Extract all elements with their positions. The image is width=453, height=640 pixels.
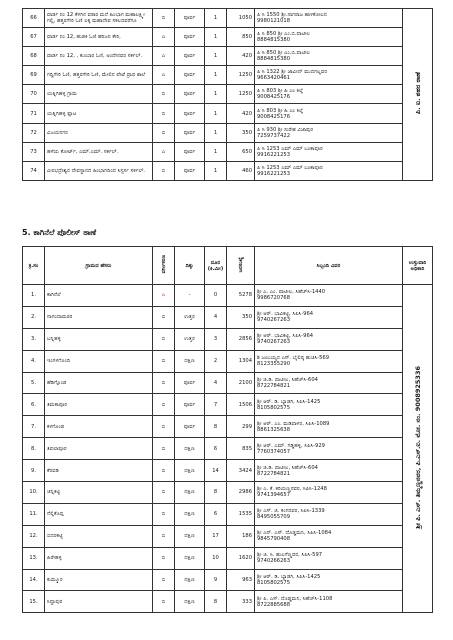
distance-km: 1	[205, 142, 227, 161]
staff-phone: 7760374057	[257, 448, 291, 455]
col-header-direction: ದಿಕ್ಕು	[175, 247, 205, 285]
staff-details	[255, 482, 403, 504]
distance-km: 1	[205, 85, 227, 104]
table-row	[23, 142, 433, 161]
table-row	[23, 66, 433, 85]
table-row	[23, 438, 433, 460]
village-name: ಚಿನ್ನಿಕಟ್ಟಿ	[45, 482, 153, 504]
col-header-staff: ಸಿಬ್ಬಂದಿ ವಿವರ	[255, 247, 403, 285]
population: 2856	[227, 328, 255, 350]
staff-name: ಪಿ ಸಿ 1322 ಶ್ರೀ ಜಾವೀದ್ ಮುದಗಲ್ಲವರ	[257, 69, 328, 76]
population: 3424	[227, 460, 255, 482]
col-header-distance: ದೂರ (ಕಿ.ಮೀ)	[205, 247, 227, 285]
direction: ದಕ್ಷಿಣ	[175, 569, 205, 591]
table-row	[23, 285, 433, 307]
category: ಎ	[153, 47, 175, 66]
direction: ದಕ್ಷಿಣ	[175, 438, 205, 460]
staff-name: ಶ್ರೀ ಪಿ. ಎಸ್. ದೊಡ್ಡಮನಿ, ಸಿಹೆಚ್‌ಸಿ-1108	[257, 595, 333, 602]
serial-number: 7.	[23, 416, 45, 438]
category: ಬಿ	[153, 591, 175, 613]
distance-km: 9	[205, 569, 227, 591]
village-name: ಯತ್ನಿಗಿಹಳ್ಳಿ ಗ್ರಾಮ	[45, 85, 153, 104]
serial-number: 71	[23, 104, 45, 123]
distance-km: 8	[205, 482, 227, 504]
staff-details	[255, 416, 403, 438]
serial-number: 10.	[23, 482, 45, 504]
staff-name: ಪಿ ಸಿ 803 ಶ್ರೀ ಹಿ ಎಂ ಕಿಲ್ಲೆ	[257, 107, 304, 114]
village-name: ವಾರ್ಡ ನಂ 12, ಹುಡಕಿ ಓಣಿ ಹರಿಜನ ಕೇರಿ,	[45, 28, 153, 47]
serial-number: 68	[23, 47, 45, 66]
staff-details	[255, 328, 403, 350]
direction: ದಕ್ಷಿಣ	[175, 591, 205, 613]
serial-number: 3.	[23, 328, 45, 350]
category: ಬಿ	[153, 438, 175, 460]
distance-km: 3	[205, 328, 227, 350]
serial-number: 66	[23, 9, 45, 28]
staff-phone: 9741394657	[257, 492, 291, 499]
table-row	[23, 85, 433, 104]
serial-number: 4.	[23, 350, 45, 372]
village-name: ನಾಗಂದಾಮಠರ	[45, 306, 153, 328]
distance-km: 4	[205, 306, 227, 328]
serial-number: 73	[23, 142, 45, 161]
population: 1506	[227, 394, 255, 416]
category: ಬಿ	[153, 350, 175, 372]
table-row	[23, 525, 433, 547]
distance-km: 1	[205, 123, 227, 142]
serial-number: 13.	[23, 547, 45, 569]
serial-number: 11.	[23, 503, 45, 525]
category: ಬಿ	[153, 503, 175, 525]
direction: ಪೂರ್ವ	[175, 394, 205, 416]
table-row	[23, 350, 433, 372]
direction: ಪೂರ್ವ	[175, 85, 205, 104]
staff-name: ಶ್ರೀ ಆರ್. ಡಿ. ಬ್ಯಾಡಗಿ, ಸಿಪಿಸಿ-1425	[257, 574, 321, 581]
staff-details	[255, 85, 403, 104]
direction: ಉತ್ತರ	[175, 328, 205, 350]
direction: ಉತ್ತರ	[175, 306, 205, 328]
village-name: ವಾರ್ಡ ನಂ 12 ಕೆಳಗಿನ ವಠಾರ ಮನೆ ಹಿಂಭಾಗ ಮಹಾಲಕ್ಷ್ಮೀ ಗಲ್ಲಿ, ಹತ್ತರಗೇರಿ ಓಣಿ ಲಕ್ಕ ಮಹಾದೇವ ಸಕಲದವರೆಗೂ	[45, 9, 153, 28]
table-row	[23, 503, 433, 525]
staff-phone: 9740266263	[257, 558, 291, 565]
officer-in-charge	[403, 9, 433, 181]
staff-phone: 9663420461	[257, 75, 291, 82]
distance-km: 0	[205, 285, 227, 307]
direction: ಪೂರ್ವ	[175, 66, 205, 85]
col-header-village: ಗ್ರಾಮದ ಹೆಸರು	[45, 247, 153, 285]
staff-phone: 9008425176	[257, 94, 291, 101]
population: 299	[227, 416, 255, 438]
direction: ದಕ್ಷಿಣ	[175, 503, 205, 525]
direction: ದಕ್ಷಿಣ	[175, 547, 205, 569]
distance-km: 17	[205, 525, 227, 547]
distance-km: 1	[205, 66, 227, 85]
staff-name: ಶ್ರೀ ಆರ್. ಎಂ. ಮಡಿವಾಳರ, ಸಿಪಿಸಿ-1089	[257, 420, 330, 427]
table-row	[23, 47, 433, 66]
staff-phone: 8722784821	[257, 383, 291, 389]
category: ಬಿ	[153, 104, 175, 123]
staff-details	[255, 104, 403, 123]
staff-details	[255, 66, 403, 85]
table-row	[23, 161, 433, 180]
category: ಬಿ	[153, 328, 175, 350]
population: 2100	[227, 372, 255, 394]
direction: ಪೂರ್ವ	[175, 372, 205, 394]
col-header-officer: ಉಸ್ತುವಾರಿ ಅಧಿಕಾರಿ	[403, 247, 433, 285]
serial-number: 12.	[23, 525, 45, 547]
staff-phone: 8105802575	[257, 580, 291, 587]
staff-details	[255, 142, 403, 161]
village-name: ಹಳೆಯ ಕೋರ್ಟ್, ಎಮ್.ಎಮ್. ಸರ್ಕಲ್.	[45, 142, 153, 161]
village-name: ಕಳಗೊಂಡ	[45, 416, 153, 438]
table-row	[23, 547, 433, 569]
population: 850	[227, 28, 255, 47]
village-name: ವಿಜಯನಗರ	[45, 123, 153, 142]
category: ಬಿ	[153, 547, 175, 569]
category: ಎ	[153, 142, 175, 161]
village-name: ಕುಮ್ಮೂರ	[45, 569, 153, 591]
village-name: ಹೆಡಿಗ್ಗೊಂಡ	[45, 372, 153, 394]
village-name: ತಿಮಕಾಪೂರ	[45, 394, 153, 416]
population: 186	[227, 525, 255, 547]
staff-phone: 7259737422	[257, 132, 291, 139]
staff-details	[255, 47, 403, 66]
staff-name: ಪಿ ಸಿ 850 ಶ್ರೀ ಎಂ.ಬಿ.ಪಾಟೀಲ	[257, 31, 310, 38]
village-name: ವಾರ್ಡ ನಂ 12, , ಕುಂಬಾರ ಓಣಿ, ಅಂದೇನವರ ಸರ್ಕಲ್.	[45, 47, 153, 66]
staff-name: ಶ್ರೀ ಆರ್. ಡಿ. ಬ್ಯಾಡಗಿ, ಸಿಪಿಸಿ-1425	[257, 398, 321, 405]
direction: ಪೂರ್ವ	[175, 28, 205, 47]
serial-number: 2.	[23, 306, 45, 328]
staff-name: ಶ್ರೀ ಆರ್. ಭಾವಿಕಟ್ಟಿ, ಸಿಪಿಸಿ-964	[257, 333, 314, 340]
population: 1050	[227, 9, 255, 28]
table-row	[23, 372, 433, 394]
population: 460	[227, 161, 255, 180]
staff-details	[255, 438, 403, 460]
village-name: ಹಿರೇಹಳ್ಳಿ	[45, 547, 153, 569]
staff-phone: 8884815380	[257, 56, 291, 63]
serial-number: 72	[23, 123, 45, 142]
category: ಬಿ	[153, 416, 175, 438]
table-row	[23, 104, 433, 123]
staff-name: ಶ್ರೀ ಜಿ.ಡಿ. ಪಾಟೀಲ, ಸಿಹೆಚ್‌ಸಿ-604	[257, 464, 318, 471]
serial-number: 74	[23, 161, 45, 180]
table-row	[23, 591, 433, 613]
population: 420	[227, 47, 255, 66]
category: ಬಿ	[153, 161, 175, 180]
staff-name: ಶ್ರೀ ಎ. ಎಂ. ಪಾಟೀಲ, ಸಿಹೆಚ್‌ಸಿ-1440	[257, 289, 326, 296]
staff-details	[255, 460, 403, 482]
staff-phone: 9740267263	[257, 339, 291, 346]
population: 1250	[227, 66, 255, 85]
staff-details	[255, 9, 403, 28]
category: ಬಿ	[153, 9, 175, 28]
table-row	[23, 306, 433, 328]
distance-km: 14	[205, 460, 227, 482]
category: ಎ	[153, 66, 175, 85]
village-name: ತಿಪಲಾಪೂರ	[45, 438, 153, 460]
table-row	[23, 123, 433, 142]
staff-phone: 9008425176	[257, 113, 291, 120]
distance-km: 1	[205, 104, 227, 123]
population: 5278	[227, 285, 255, 307]
category: ಬಿ	[153, 394, 175, 416]
category: ಬಿ	[153, 123, 175, 142]
village-name: ಸಿದ್ದಾಪುರ	[45, 591, 153, 613]
village-name: ಯತ್ನಿಗಿಹಳ್ಳಿ ಪ್ಲಾಟ	[45, 104, 153, 123]
table-row	[23, 416, 433, 438]
staff-details	[255, 350, 403, 372]
staff-phone: 9916221253	[257, 151, 291, 158]
staff-phone: 9845790408	[257, 536, 291, 543]
serial-number: 67	[23, 28, 45, 47]
population: 835	[227, 438, 255, 460]
village-name: ನೆಲ್ಲಿಕೊಪ್ಪ	[45, 503, 153, 525]
population: 350	[227, 123, 255, 142]
staff-phone: 9740267263	[257, 317, 291, 324]
direction: ದಕ್ಷಿಣ	[175, 525, 205, 547]
population: 1304	[227, 350, 255, 372]
staff-details	[255, 28, 403, 47]
category: ಬಿ	[153, 306, 175, 328]
direction: -	[175, 285, 205, 307]
direction: ದಕ್ಷಿಣ	[175, 350, 205, 372]
serial-number: 15.	[23, 591, 45, 613]
village-name: ಕೆರವಡಿ	[45, 460, 153, 482]
direction: ದಕ್ಷಿಣ	[175, 460, 205, 482]
staff-name: ಪಿ ಸಿ 930 ಶ್ರೀ ಸುರೇಶ ವಿಜಾಪುರ	[257, 126, 314, 133]
officer-label: ಶ್ರೀ ಪಿ. ಎಸ್. ತಿಮ್ಮಣ್ಣನವರ, ಪಿ.ಎಸ್.ಐ. ಮೋ. ನಂ. 9008925336	[413, 366, 422, 530]
category: ಬಿ	[153, 85, 175, 104]
staff-name: ಶ್ರೀ ಎನ್. ಎಸ್. ದೊಡ್ಡಮನಿ, ಸಿಪಿಸಿ-1084	[257, 530, 332, 537]
direction: ಪೂರ್ವ	[175, 416, 205, 438]
serial-number: 5.	[23, 372, 45, 394]
village-name: ಗದ್ದಿಗೇರಿ ಓಣಿ, ಹತ್ತರಗೇರಿ ಓಣಿ, ಮೇಲಿನ ಪೇಟೆ ಪ್ರಾಥ ಶಾಲೆ	[45, 66, 153, 85]
staff-name: ಶ್ರೀ ಎ. ಕೆ. ಕರಿಯಣ್ಣನವರ, ಸಿಪಿಸಿ-1248	[257, 486, 327, 493]
village-name: ವೀರಭದ್ರೇಶ್ವರ ದೇವಸ್ಥಾನದ ಹಿಂಭಾಗದಿಂದ ಸಿಸ್ಟರ್ಸ ಸರ್ಕಲ್.	[45, 161, 153, 180]
staff-name: ಪಿ ಸಿ 850 ಶ್ರೀ ಎಂ.ಬಿ.ಪಾಟೀಲ	[257, 50, 310, 57]
village-name: ಬನ್ನಿಹಳ್ಳಿ	[45, 328, 153, 350]
category: ಎ	[153, 28, 175, 47]
population: 1620	[227, 547, 255, 569]
table-header-row	[23, 247, 433, 285]
staff-details	[255, 161, 403, 180]
table-row	[23, 28, 433, 47]
direction: ಪೂರ್ವ	[175, 161, 205, 180]
officer-in-charge	[403, 285, 433, 613]
direction: ಪೂರ್ವ	[175, 123, 205, 142]
col-header-category: ವರ್ಗೀಕರಣ	[153, 247, 175, 285]
distance-km: 8	[205, 416, 227, 438]
staff-name: ಶ್ರೀ ಜಿ.ಡಿ. ಪಾಟೀಲ, ಸಿಹೆಚ್‌ಸಿ-604	[257, 377, 318, 383]
staff-name: ಪಿ ಸಿ 1253 ಎಮ್ ಎಮ್ ಬಂಕಾಪೂರ	[257, 145, 323, 152]
distance-km: 1	[205, 28, 227, 47]
col-header-population: ಜನಸಂಖ್ಯೆ	[227, 247, 255, 285]
category: ಬಿ	[153, 460, 175, 482]
table-row	[23, 394, 433, 416]
section-title: 5. ಕಾಗಿನೆಲೆ ಪೊಲೀಸ್ ಠಾಣೆ	[22, 228, 97, 237]
distance-km: 1	[205, 47, 227, 66]
category: ಬಿ	[153, 372, 175, 394]
table-row	[23, 328, 433, 350]
staff-details	[255, 547, 403, 569]
serial-number: 14.	[23, 569, 45, 591]
staff-name: ಶ್ರೀ ಜಿ. ಸಿ. ಹುಲಗೆಣ್ಣವರ, ಸಿಪಿಸಿ-597	[257, 552, 323, 559]
population: 963	[227, 569, 255, 591]
kaginele-police-station-table	[22, 246, 433, 613]
population: 420	[227, 104, 255, 123]
population: 350	[227, 306, 255, 328]
staff-details	[255, 569, 403, 591]
staff-name: ಪಿ ಸಿ 803 ಶ್ರೀ ಹಿ ಎಂ ಕಿಲ್ಲೆ	[257, 88, 304, 95]
table-row	[23, 9, 433, 28]
distance-km: 6	[205, 438, 227, 460]
village-name: ಇಂಗಳಗೊಂದಿ	[45, 350, 153, 372]
staff-phone: 9916221253	[257, 170, 291, 177]
serial-number: 1.	[23, 285, 45, 307]
police-beat-table-continued	[22, 8, 433, 181]
staff-details	[255, 372, 403, 394]
staff-name: ಶಿ ಜಂಬಯ್ಯನ ಎಸ್. ಬೈಲಿಷ್ಠ ಹುಚಿಸಿ-569	[257, 355, 330, 362]
direction: ದಕ್ಷಿಣ	[175, 482, 205, 504]
staff-details	[255, 591, 403, 613]
direction: ಪೂರ್ವ	[175, 47, 205, 66]
serial-number: 6.	[23, 394, 45, 416]
staff-phone: 8495055709	[257, 514, 291, 521]
staff-phone: 8123355290	[257, 361, 291, 368]
staff-phone: 8105802575	[257, 404, 291, 411]
table-row	[23, 460, 433, 482]
village-name: ಕಾಗಿನೆಲೆ	[45, 285, 153, 307]
distance-km: 4	[205, 372, 227, 394]
distance-km: 1	[205, 9, 227, 28]
officer-label: ಪಿ. ಐ. ಶಹರ ಠಾಣೆ	[413, 72, 422, 115]
staff-details	[255, 503, 403, 525]
distance-km: 1	[205, 161, 227, 180]
serial-number: 9.	[23, 460, 45, 482]
staff-name: ಪಿ ಸಿ 1253 ಎಮ್ ಎಮ್ ಬಂಕಾಪೂರ	[257, 164, 323, 171]
population: 650	[227, 142, 255, 161]
serial-number: 69	[23, 66, 45, 85]
staff-name: ಶ್ರೀ ಆರ್. ಎಮ್. ಗಡ್ಡಿಹಳ್ಳಿ, ಸಿಪಿಸಿ-929	[257, 442, 325, 449]
table-row	[23, 482, 433, 504]
staff-name: ಪಿ ಸಿ 1550 ಶ್ರೀ.ನಾಗರಾಜ ಹಾಳಕೋಲದ	[257, 12, 327, 19]
staff-phone: 8884815380	[257, 37, 291, 44]
serial-number: 8.	[23, 438, 45, 460]
distance-km: 2	[205, 350, 227, 372]
direction: ಪೂರ್ವ	[175, 104, 205, 123]
staff-details	[255, 306, 403, 328]
staff-phone: 8722784821	[257, 470, 291, 477]
category: ಬಿ	[153, 569, 175, 591]
staff-phone: 9986720768	[257, 295, 291, 302]
staff-phone: 9980121018	[257, 18, 291, 25]
table-row	[23, 569, 433, 591]
staff-details	[255, 123, 403, 142]
category: ಎ	[153, 285, 175, 307]
category: ಬಿ	[153, 525, 175, 547]
distance-km: 10	[205, 547, 227, 569]
population: 1250	[227, 85, 255, 104]
direction: ಪೂರ್ವ	[175, 142, 205, 161]
col-header-serial: ಕ್ರ.ಸಂ	[23, 247, 45, 285]
direction: ಪೂರ್ವ	[175, 9, 205, 28]
staff-name: ಶ್ರೀ ಆರ್. ಭಾವಿಕಟ್ಟಿ, ಸಿಪಿಸಿ-964	[257, 311, 314, 318]
distance-km: 8	[205, 591, 227, 613]
staff-phone: 8722885688	[257, 601, 291, 608]
distance-km: 6	[205, 503, 227, 525]
serial-number: 70	[23, 85, 45, 104]
staff-details	[255, 285, 403, 307]
category: ಬಿ	[153, 482, 175, 504]
staff-details	[255, 525, 403, 547]
population: 1535	[227, 503, 255, 525]
population: 2986	[227, 482, 255, 504]
population: 333	[227, 591, 255, 613]
village-name: ಬಿದರಕಟ್ಟಿ	[45, 525, 153, 547]
staff-details	[255, 394, 403, 416]
staff-phone: 8861325638	[257, 426, 291, 433]
distance-km: 7	[205, 394, 227, 416]
staff-name: ಶ್ರೀ ಎಸ್. ಜಿ. ಕಂಗನವರ, ಸಿಪಿಸಿ-1339	[257, 508, 325, 515]
